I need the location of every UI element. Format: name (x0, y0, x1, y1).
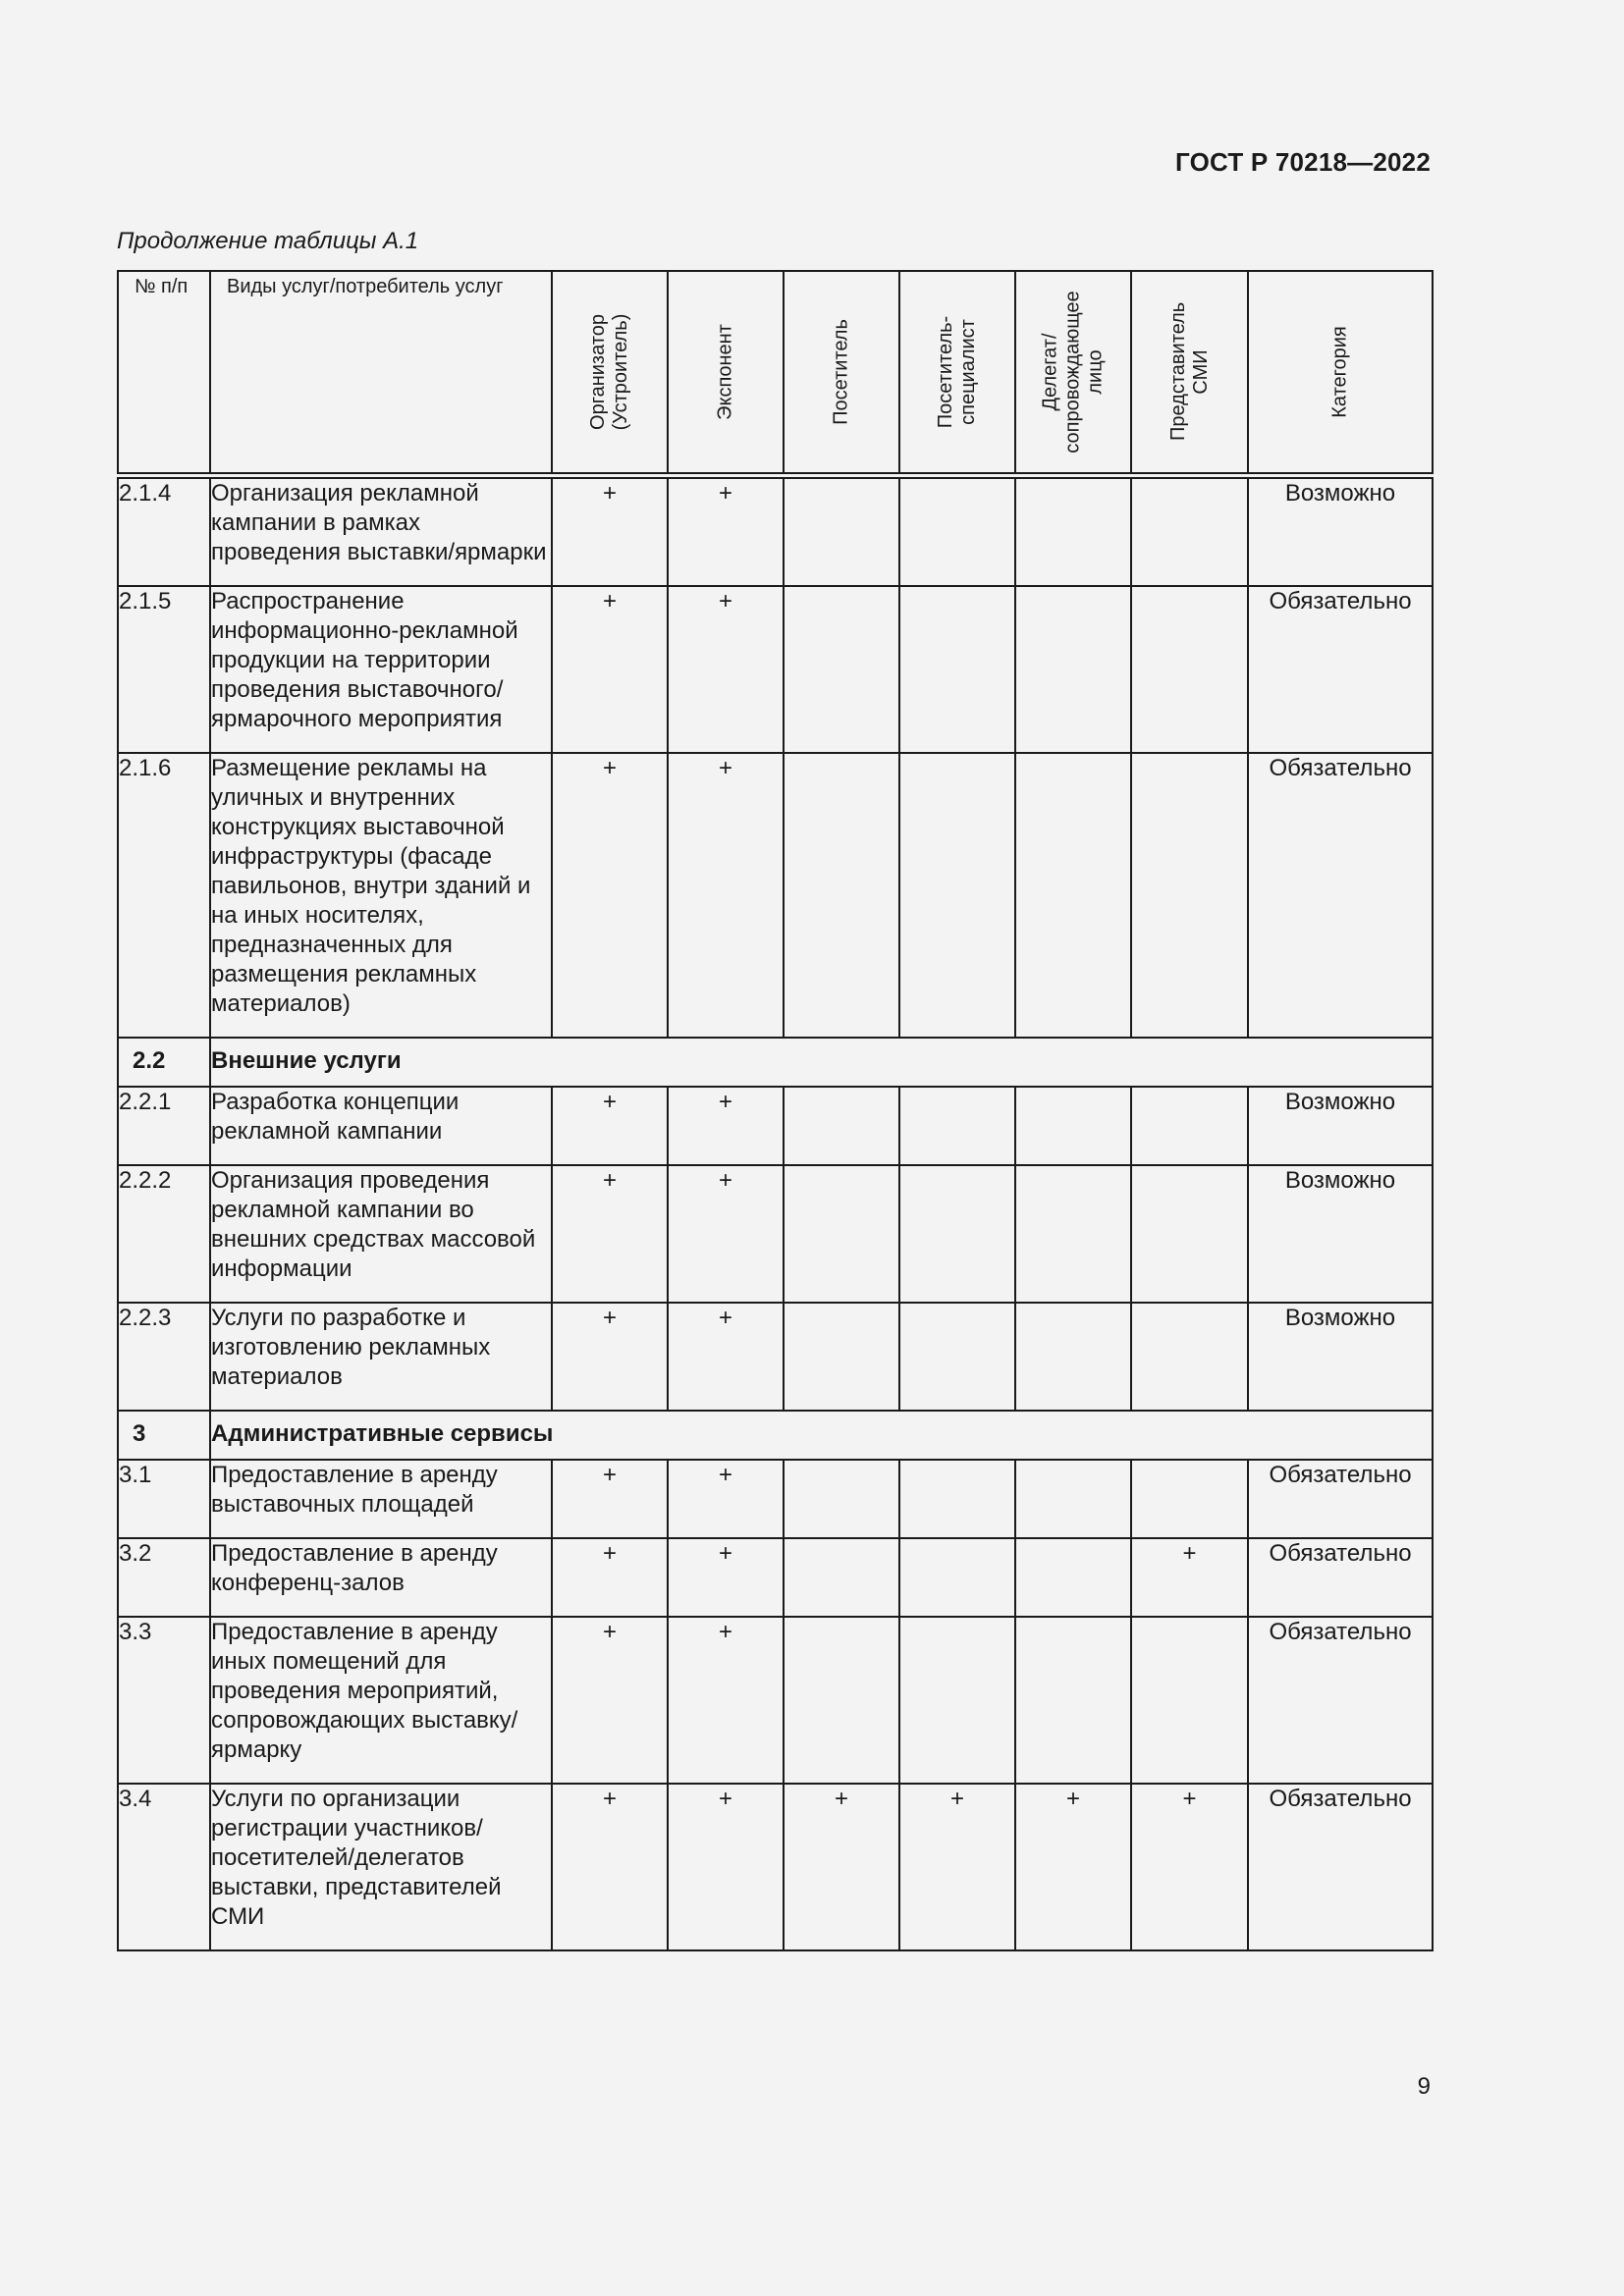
mark-visitor-specialist (899, 1303, 1015, 1411)
mark-media (1131, 1165, 1248, 1303)
row-category: Обязательно (1248, 1617, 1433, 1784)
mark-visitor (784, 1460, 899, 1538)
mark-exponent: + (668, 1087, 784, 1165)
mark-organizer: + (552, 1617, 668, 1784)
mark-media (1131, 1087, 1248, 1165)
table-row (118, 1460, 1433, 1538)
mark-visitor-specialist (899, 1087, 1015, 1165)
table-row (118, 1087, 1433, 1165)
mark-organizer: + (552, 1165, 668, 1303)
section-title: Административные сервисы (210, 1411, 1433, 1460)
row-description: Организация рекламной кампании в рамках проведения выставки/ярмарки (210, 478, 552, 586)
section-title: Внешние услуги (210, 1038, 1433, 1087)
mark-visitor-specialist (899, 1538, 1015, 1617)
row-category: Возможно (1248, 1303, 1433, 1411)
row-category: Обязательно (1248, 753, 1433, 1038)
mark-organizer: + (552, 1784, 668, 1950)
mark-delegate (1015, 1538, 1131, 1617)
col-header-delegate: Делегат/ сопровождающее лицо (1015, 271, 1131, 473)
row-number: 2.2.3 (118, 1303, 210, 1411)
mark-organizer: + (552, 586, 668, 753)
row-description: Услуги по организации регистрации участников/посетителей/делегатов выставки, представителей СМИ (210, 1784, 552, 1950)
mark-exponent: + (668, 1303, 784, 1411)
mark-visitor-specialist (899, 1617, 1015, 1784)
mark-visitor (784, 1538, 899, 1617)
mark-delegate (1015, 586, 1131, 753)
row-number: 3.2 (118, 1538, 210, 1617)
row-category: Обязательно (1248, 586, 1433, 753)
mark-visitor (784, 753, 899, 1038)
row-description: Услуги по разработке и изготовлению рекламных материалов (210, 1303, 552, 1411)
mark-media (1131, 478, 1248, 586)
mark-exponent: + (668, 1165, 784, 1303)
table-row (118, 478, 1433, 586)
mark-media (1131, 1460, 1248, 1538)
col-header-desc: Виды услуг/потребитель услуг (210, 271, 552, 473)
row-number: 3.3 (118, 1617, 210, 1784)
mark-delegate (1015, 478, 1131, 586)
mark-media (1131, 1303, 1248, 1411)
mark-visitor (784, 1165, 899, 1303)
mark-visitor (784, 478, 899, 586)
section-row (118, 1038, 1433, 1087)
row-number: 3.1 (118, 1460, 210, 1538)
mark-delegate: + (1015, 1784, 1131, 1950)
row-description: Разработка концепции рекламной кампании (210, 1087, 552, 1165)
mark-visitor-specialist (899, 1460, 1015, 1538)
row-category: Обязательно (1248, 1538, 1433, 1617)
col-header-organizer: Организатор (Устроитель) (552, 271, 668, 473)
table-row (118, 1617, 1433, 1784)
mark-media (1131, 753, 1248, 1038)
col-header-visitor: Посетитель (784, 271, 899, 473)
row-category: Возможно (1248, 1165, 1433, 1303)
table-row (118, 1165, 1433, 1303)
row-category: Возможно (1248, 478, 1433, 586)
mark-organizer: + (552, 1087, 668, 1165)
row-category: Обязательно (1248, 1460, 1433, 1538)
table-row (118, 586, 1433, 753)
table-row (118, 1784, 1433, 1950)
mark-visitor (784, 1087, 899, 1165)
mark-media (1131, 1617, 1248, 1784)
section-number: 2.2 (118, 1038, 210, 1087)
table-row (118, 753, 1433, 1038)
row-number: 2.1.6 (118, 753, 210, 1038)
mark-delegate (1015, 1165, 1131, 1303)
mark-visitor-specialist (899, 478, 1015, 586)
row-description: Предоставление в аренду конференц-залов (210, 1538, 552, 1617)
col-header-exponent: Экспонент (668, 271, 784, 473)
mark-exponent: + (668, 586, 784, 753)
mark-visitor (784, 1617, 899, 1784)
row-description: Размещение рекламы на уличных и внутренних конструкциях выставочной инфраструктуры (фасаде павильонов, внутри зданий и на иных носителях, предназначенных для размещения рекламных материалов) (210, 753, 552, 1038)
col-header-visitor-specialist: Посетитель-специалист (899, 271, 1015, 473)
section-number: 3 (118, 1411, 210, 1460)
mark-exponent: + (668, 1784, 784, 1950)
mark-exponent: + (668, 1617, 784, 1784)
table-caption: Продолжение таблицы А.1 (117, 228, 419, 254)
row-description: Предоставление в аренду иных помещений для проведения мероприятий, сопровождающих выставку/ярмарку (210, 1617, 552, 1784)
table-header-row (118, 271, 1433, 473)
mark-visitor (784, 1303, 899, 1411)
row-number: 2.1.4 (118, 478, 210, 586)
row-description: Предоставление в аренду выставочных площадей (210, 1460, 552, 1538)
row-number: 2.2.2 (118, 1165, 210, 1303)
mark-organizer: + (552, 753, 668, 1038)
table-row (118, 1303, 1433, 1411)
row-number: 2.2.1 (118, 1087, 210, 1165)
mark-exponent: + (668, 478, 784, 586)
mark-visitor-specialist: + (899, 1784, 1015, 1950)
row-number: 2.1.5 (118, 586, 210, 753)
row-category: Обязательно (1248, 1784, 1433, 1950)
row-description: Организация проведения рекламной кампании во внешних средствах массовой информации (210, 1165, 552, 1303)
mark-exponent: + (668, 753, 784, 1038)
mark-visitor (784, 586, 899, 753)
table-row (118, 1538, 1433, 1617)
document-code: ГОСТ Р 70218—2022 (1175, 147, 1431, 177)
col-header-num: № п/п (118, 271, 210, 473)
row-category: Возможно (1248, 1087, 1433, 1165)
mark-delegate (1015, 1617, 1131, 1784)
mark-media: + (1131, 1784, 1248, 1950)
mark-organizer: + (552, 1303, 668, 1411)
mark-exponent: + (668, 1538, 784, 1617)
mark-media: + (1131, 1538, 1248, 1617)
mark-delegate (1015, 1460, 1131, 1538)
mark-exponent: + (668, 1460, 784, 1538)
row-number: 3.4 (118, 1784, 210, 1950)
mark-visitor-specialist (899, 753, 1015, 1038)
mark-delegate (1015, 1303, 1131, 1411)
row-description: Распространение информационно-рекламной продукции на территории проведения выставочного/ярмарочного мероприятия (210, 586, 552, 753)
mark-delegate (1015, 753, 1131, 1038)
section-row (118, 1411, 1433, 1460)
mark-organizer: + (552, 1460, 668, 1538)
mark-visitor: + (784, 1784, 899, 1950)
services-table (117, 270, 1434, 1951)
page-number: 9 (1417, 2073, 1431, 2100)
mark-media (1131, 586, 1248, 753)
mark-organizer: + (552, 478, 668, 586)
mark-visitor-specialist (899, 1165, 1015, 1303)
mark-visitor-specialist (899, 586, 1015, 753)
mark-organizer: + (552, 1538, 668, 1617)
col-header-category: Категория (1248, 271, 1433, 473)
mark-delegate (1015, 1087, 1131, 1165)
col-header-media: Представитель СМИ (1131, 271, 1248, 473)
